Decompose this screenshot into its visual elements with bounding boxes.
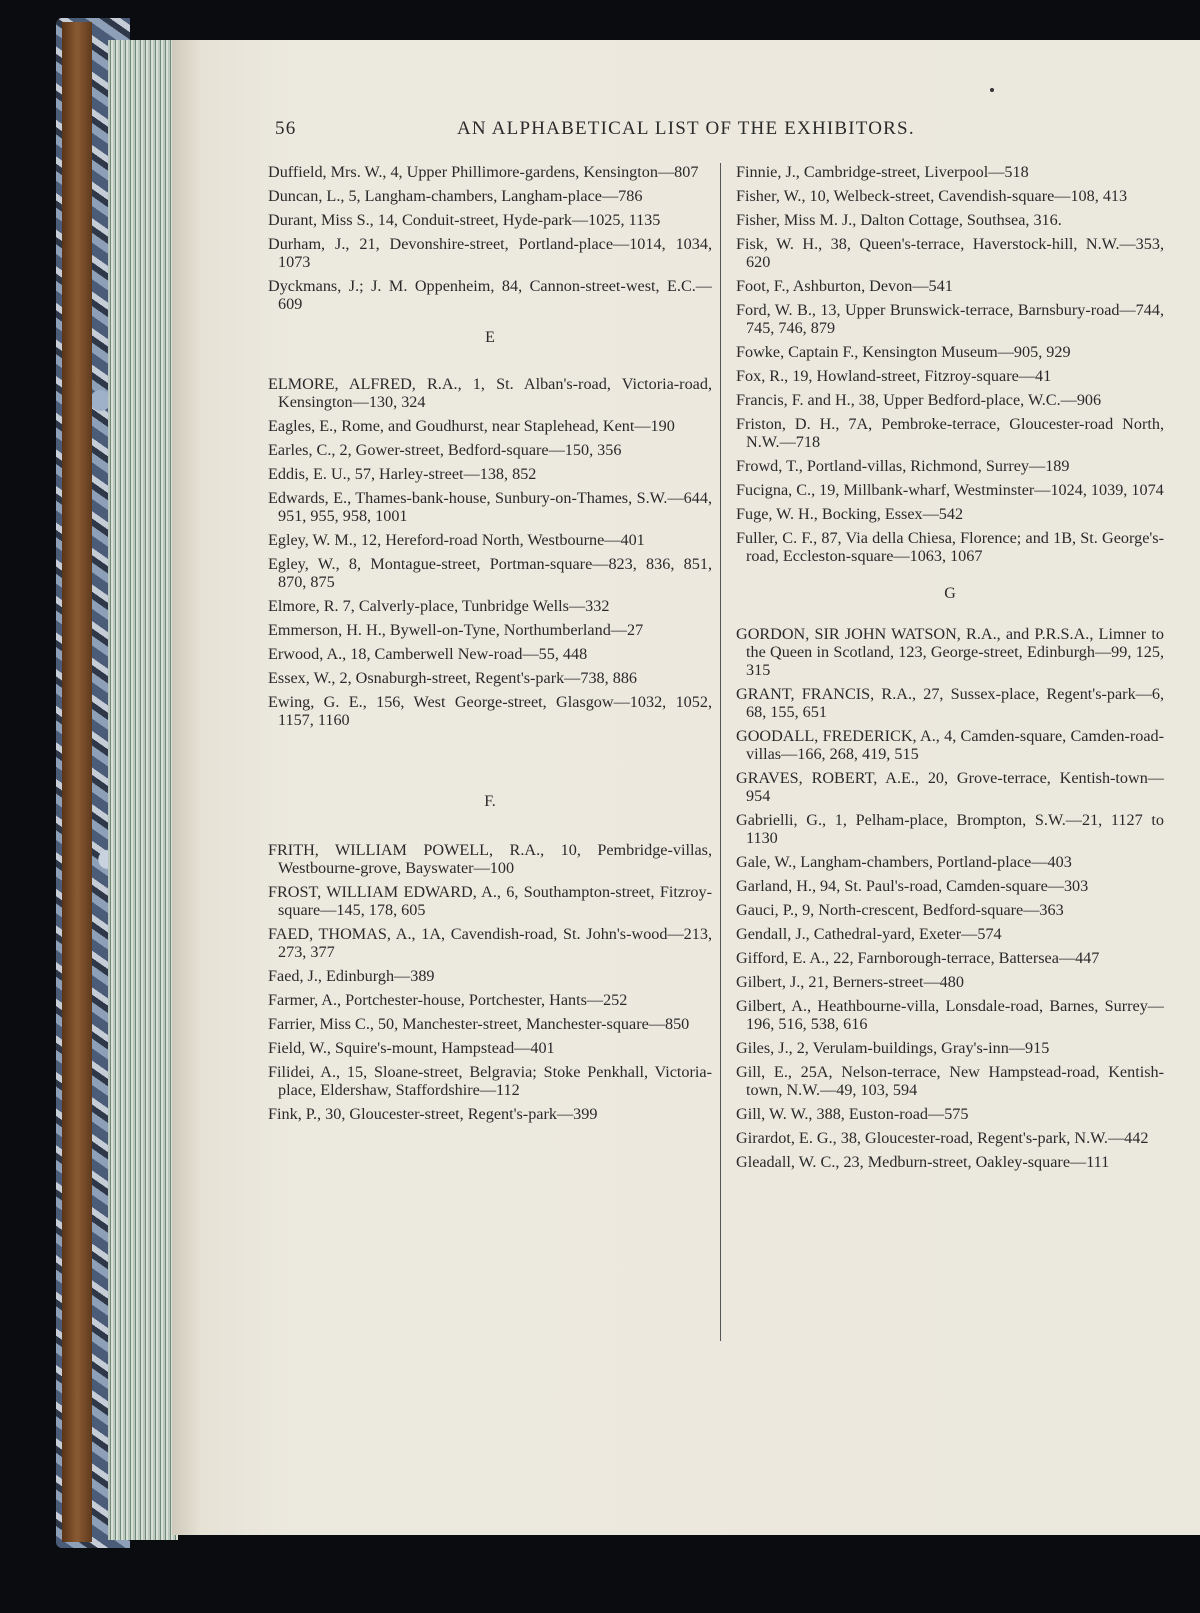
exhibitor-entry: Egley, W. M., 12, Hereford-road North, Westbourne—401: [268, 531, 645, 549]
exhibitor-entry: Gleadall, W. C., 23, Medburn-street, Oakley-square—111: [736, 1153, 1110, 1171]
exhibitor-entry: Fisher, W., 10, Welbeck-street, Cavendish-square—108, 413: [736, 187, 1128, 205]
left-column: [268, 163, 712, 1129]
exhibitor-entry: Gifford, E. A., 22, Farnborough-terrace, Battersea—447: [736, 949, 1100, 967]
entries-d: [268, 163, 712, 313]
exhibitor-entry: Fucigna, C., 19, Millbank-wharf, Westminster—1024, 1039, 1074: [736, 481, 1164, 499]
running-header: [275, 118, 1155, 142]
exhibitor-entry: Egley, W., 8, Montague-street, Portman-square—823, 836, 851, 870, 875: [268, 555, 712, 591]
exhibitor-entry: ELMORE, ALFRED, R.A., 1, St. Alban's-road, Victoria-road, Kensington—130, 324: [268, 375, 712, 411]
exhibitor-entry: GRAVES, ROBERT, A.E., 20, Grove-terrace, Kentish-town—954: [736, 769, 1164, 805]
exhibitor-entry: Girardot, E. G., 38, Gloucester-road, Regent's-park, N.W.—442: [736, 1129, 1149, 1147]
exhibitor-entry: GORDON, SIR JOHN WATSON, R.A., and P.R.S.A., Limner to the Queen in Scotland, 123, George-street, Edinburgh—99, 125, 315: [736, 625, 1164, 679]
exhibitor-entry: Friston, D. H., 7A, Pembroke-terrace, Gloucester-road North, N.W.—718: [736, 415, 1164, 451]
exhibitor-entry: Frowd, T., Portland-villas, Richmond, Surrey—189: [736, 457, 1070, 475]
exhibitor-entry: GRANT, FRANCIS, R.A., 27, Sussex-place, Regent's-park—6, 68, 155, 651: [736, 685, 1164, 721]
exhibitor-entry: Elmore, R. 7, Calverly-place, Tunbridge Wells—332: [268, 597, 610, 615]
exhibitor-entry: Gilbert, A., Heathbourne-villa, Lonsdale-road, Barnes, Surrey—196, 516, 538, 616: [736, 997, 1164, 1033]
exhibitor-entry: Ewing, G. E., 156, West George-street, Glasgow—1032, 1052, 1157, 1160: [268, 693, 712, 729]
section-letter-f: F.: [484, 793, 496, 810]
exhibitor-entry: Gill, E., 25A, Nelson-terrace, New Hampstead-road, Kentish-town, N.W.—49, 103, 594: [736, 1063, 1164, 1099]
exhibitor-entry: Gill, W. W., 388, Euston-road—575: [736, 1105, 969, 1123]
page-title: AN ALPHABETICAL LIST OF THE EXHIBITORS.: [457, 118, 915, 139]
exhibitor-entry: Faed, J., Edinburgh—389: [268, 967, 435, 985]
exhibitor-entry: Earles, C., 2, Gower-street, Bedford-square—150, 356: [268, 441, 622, 459]
exhibitor-entry: Fowke, Captain F., Kensington Museum—905, 929: [736, 343, 1071, 361]
page-number: 56: [275, 118, 297, 139]
entries-f-continued: [736, 163, 1164, 565]
exhibitor-entry: Gauci, P., 9, North-crescent, Bedford-square—363: [736, 901, 1064, 919]
exhibitor-entry: Erwood, A., 18, Camberwell New-road—55, 448: [268, 645, 588, 663]
exhibitor-entry: Durham, J., 21, Devonshire-street, Portland-place—1014, 1034, 1073: [268, 235, 712, 271]
exhibitor-entry: GOODALL, FREDERICK, A., 4, Camden-square, Camden-road-villas—166, 268, 419, 515: [736, 727, 1164, 763]
entries-f: [268, 841, 712, 1123]
exhibitor-entry: Francis, F. and H., 38, Upper Bedford-place, W.C.—906: [736, 391, 1102, 409]
exhibitor-entry: Emmerson, H. H., Bywell-on-Tyne, Northumberland—27: [268, 621, 644, 639]
exhibitor-entry: Duncan, L., 5, Langham-chambers, Langham-place—786: [268, 187, 643, 205]
exhibitor-entry: Giles, J., 2, Verulam-buildings, Gray's-inn—915: [736, 1039, 1050, 1057]
ink-speck: [990, 88, 994, 92]
entries-e: [268, 375, 712, 729]
exhibitor-entry: Durant, Miss S., 14, Conduit-street, Hyde-park—1025, 1135: [268, 211, 661, 229]
exhibitor-entry: Gilbert, J., 21, Berners-street—480: [736, 973, 964, 991]
exhibitor-entry: Garland, H., 94, St. Paul's-road, Camden-square—303: [736, 877, 1089, 895]
exhibitor-entry: Fox, R., 19, Howland-street, Fitzroy-square—41: [736, 367, 1052, 385]
exhibitor-entry: FAED, THOMAS, A., 1A, Cavendish-road, St. John's-wood—213, 273, 377: [268, 925, 712, 961]
exhibitor-entry: Finnie, J., Cambridge-street, Liverpool—518: [736, 163, 1029, 181]
exhibitor-entry: FROST, WILLIAM EDWARD, A., 6, Southampton-street, Fitzroy-square—145, 178, 605: [268, 883, 712, 919]
exhibitor-entry: Ford, W. B., 13, Upper Brunswick-terrace, Barnsbury-road—744, 745, 746, 879: [736, 301, 1164, 337]
exhibitor-entry: Eagles, E., Rome, and Goudhurst, near Staplehead, Kent—190: [268, 417, 675, 435]
exhibitor-entry: Edwards, E., Thames-bank-house, Sunbury-on-Thames, S.W.—644, 951, 955, 958, 1001: [268, 489, 712, 525]
exhibitor-entry: Foot, F., Ashburton, Devon—541: [736, 277, 953, 295]
exhibitor-entry: Fuge, W. H., Bocking, Essex—542: [736, 505, 964, 523]
exhibitor-entry: Fisher, Miss M. J., Dalton Cottage, Southsea, 316.: [736, 211, 1062, 229]
page-edges: [108, 40, 178, 1540]
exhibitor-entry: Gabrielli, G., 1, Pelham-place, Brompton, S.W.—21, 1127 to 1130: [736, 811, 1164, 847]
exhibitor-entry: FRITH, WILLIAM POWELL, R.A., 10, Pembridge-villas, Westbourne-grove, Bayswater—100: [268, 841, 712, 877]
exhibitor-entry: Fisk, W. H., 38, Queen's-terrace, Haverstock-hill, N.W.—353, 620: [736, 235, 1164, 271]
section-letter-g: G: [944, 585, 956, 602]
exhibitor-entry: Duffield, Mrs. W., 4, Upper Phillimore-gardens, Kensington—807: [268, 163, 699, 181]
exhibitor-entry: Field, W., Squire's-mount, Hampstead—401: [268, 1039, 555, 1057]
column-divider: [720, 163, 721, 1341]
exhibitor-entry: Eddis, E. U., 57, Harley-street—138, 852: [268, 465, 537, 483]
exhibitor-entry: Fink, P., 30, Gloucester-street, Regent's-park—399: [268, 1105, 598, 1123]
exhibitor-entry: Essex, W., 2, Osnaburgh-street, Regent's-park—738, 886: [268, 669, 638, 687]
exhibitor-entry: Filidei, A., 15, Sloane-street, Belgravia; Stoke Penkhall, Victoria-place, Eldershaw, Staffordshire—112: [268, 1063, 712, 1099]
exhibitor-entry: Dyckmans, J.; J. M. Oppenheim, 84, Cannon-street-west, E.C.—609: [268, 277, 712, 313]
entries-g: [736, 625, 1164, 1171]
section-letter-e: E: [485, 329, 495, 346]
right-column: [736, 163, 1164, 1177]
exhibitor-entry: Gendall, J., Cathedral-yard, Exeter—574: [736, 925, 1002, 943]
exhibitor-entry: Gale, W., Langham-chambers, Portland-place—403: [736, 853, 1072, 871]
exhibitor-entry: Farmer, A., Portchester-house, Portchester, Hants—252: [268, 991, 628, 1009]
exhibitor-entry: Fuller, C. F., 87, Via della Chiesa, Florence; and 1B, St. George's-road, Eccleston-square—1063, 1067: [736, 529, 1164, 565]
leather-spine: [62, 22, 92, 1542]
exhibitor-entry: Farrier, Miss C., 50, Manchester-street, Manchester-square—850: [268, 1015, 690, 1033]
